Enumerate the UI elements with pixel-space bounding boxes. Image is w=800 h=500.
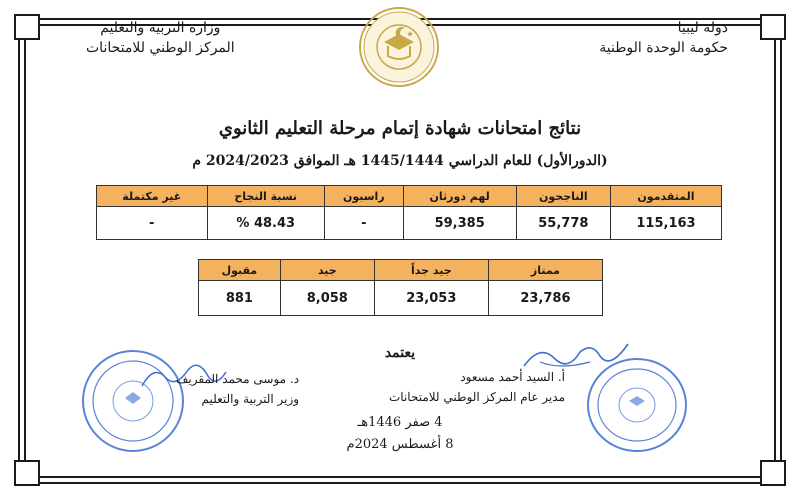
value-cell: 115,163 [611, 207, 722, 240]
frame-corner [14, 14, 40, 40]
government-name: حكومة الوحدة الوطنية [599, 40, 728, 56]
signatory-left-name: د. موسى محمد المقريف [176, 372, 300, 386]
header-cell: ممتاز [488, 260, 602, 281]
emblem-logo [358, 6, 440, 88]
summary-table [96, 185, 722, 240]
header-cell: المتقدمون [611, 186, 722, 207]
header-cell: جيد [280, 260, 374, 281]
header-right [599, 18, 728, 58]
frame-corner [760, 14, 786, 40]
header-cell: راسبون [324, 186, 403, 207]
approval-label: يعتمد [384, 345, 416, 361]
value-cell: 59,385 [403, 207, 516, 240]
state-name: دولة ليبيا [677, 20, 728, 36]
value-cell: 48.43 % [207, 207, 324, 240]
value-cell: 881 [199, 281, 281, 316]
center-name: المركز الوطني للامتحانات [86, 40, 235, 56]
header-cell: مقبول [199, 260, 281, 281]
table-row [97, 207, 722, 240]
signatory-right-title: مدير عام المركز الوطني للامتحانات [389, 390, 565, 404]
signatory-left-title: وزير التربية والتعليم [201, 392, 300, 406]
signatory-left [176, 369, 299, 409]
issue-date [0, 412, 800, 456]
header-cell: جيد جداً [374, 260, 488, 281]
table-header-row [199, 260, 603, 281]
frame-corner [14, 460, 40, 486]
header-left [86, 18, 235, 58]
value-cell: 8,058 [280, 281, 374, 316]
header-cell: الناجحون [516, 186, 610, 207]
ministry-name: وزارة التربية والتعليم [100, 20, 221, 36]
gregorian-date: 8 أغسطس 2024م [346, 437, 454, 452]
document-title: نتائج امتحانات شهادة إتمام مرحلة التعليم الثانوي [218, 118, 582, 139]
table-header-row [97, 186, 722, 207]
table-row [199, 281, 603, 316]
document-subtitle: (الدورالأول) للعام الدراسي 1445/1444 هـ الموافق 2024/2023 م [192, 153, 608, 169]
value-cell: - [324, 207, 403, 240]
grades-table [198, 259, 603, 316]
value-cell: 23,053 [374, 281, 488, 316]
signatory-right [389, 367, 565, 407]
signatory-right-name: أ. السيد أحمد مسعود [460, 370, 565, 384]
value-cell: 55,778 [516, 207, 610, 240]
frame-corner [760, 460, 786, 486]
value-cell: 23,786 [488, 281, 602, 316]
header-cell: نسبة النجاح [207, 186, 324, 207]
header-cell: لهم دورثان [403, 186, 516, 207]
hijri-date: 4 صفر 1446هـ [357, 415, 443, 430]
value-cell: - [97, 207, 208, 240]
header-cell: غير مكتملة [97, 186, 208, 207]
